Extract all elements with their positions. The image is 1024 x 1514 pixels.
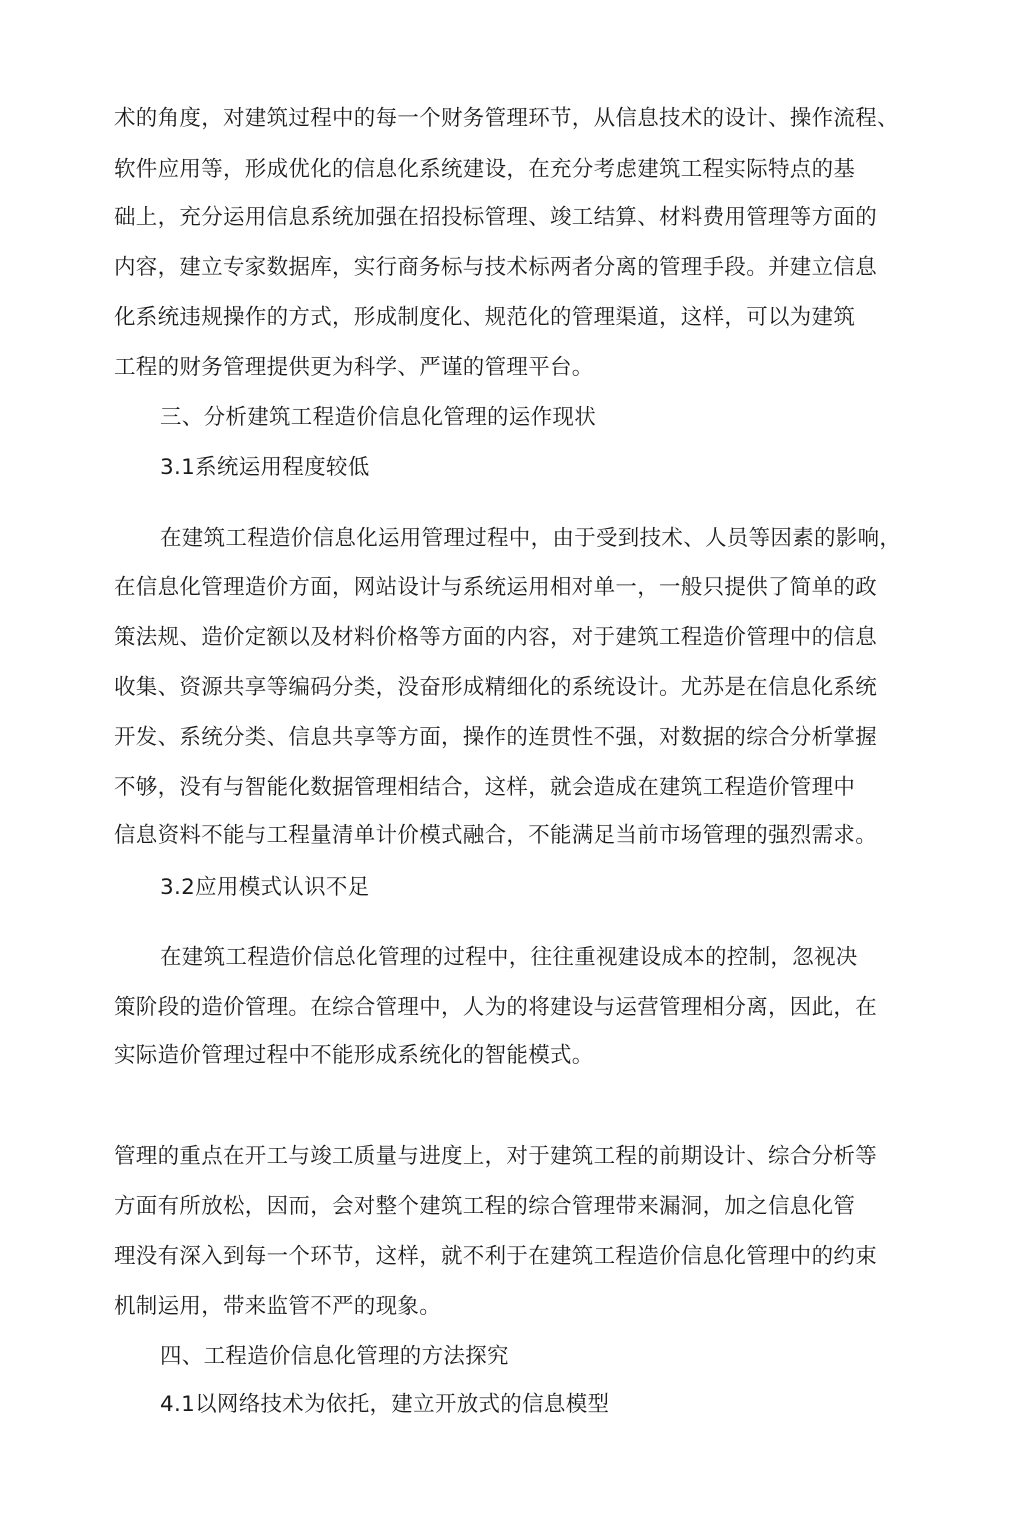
section-heading: 四、工程造价信息化管理的方法探究 xyxy=(160,1344,509,1369)
subsection-heading: 3.2应用模式认识不足 xyxy=(160,875,370,900)
paragraph-line: 开发、系统分类、信息共享等方面，操作的连贯性不强，对数据的综合分析掌握 xyxy=(114,725,878,750)
paragraph-line: 软件应用等，形成优化的信息化系统建设，在充分考虑建筑工程实际特点的基 xyxy=(114,157,856,182)
paragraph-line: 不够，没有与智能化数据管理相结合，这样，就会造成在建筑工程造价管理中 xyxy=(114,775,856,800)
paragraph-line: 方面有所放松，因而，会对整个建筑工程的综合管理带来漏洞，加之信息化管 xyxy=(114,1194,856,1219)
paragraph-line: 理没有深入到每一个环节，这样，就不利于在建筑工程造价信息化管理中的约束 xyxy=(114,1244,878,1269)
paragraph-line: 信息资料不能与工程量清单计价模式融合，不能满足当前市场管理的强烈需求。 xyxy=(114,823,878,848)
paragraph-line: 策阶段的造价管理。在综合管理中，人为的将建设与运营管理相分离，因此，在 xyxy=(114,995,878,1020)
paragraph-line: 在建筑工程造价信息化运用管理过程中，由于受到技术、人员等因素的影响， xyxy=(160,526,902,551)
paragraph-line: 实际造价管理过程中不能形成系统化的智能模式。 xyxy=(114,1043,594,1068)
subsection-heading: 4.1以网络技术为依托，建立开放式的信息模型 xyxy=(160,1392,610,1417)
paragraph-line: 础上，充分运用信息系统加强在招投标管理、竣工结算、材料费用管理等方面的 xyxy=(114,205,878,230)
subsection-heading: 3.1系统运用程度较低 xyxy=(160,455,370,480)
paragraph-line: 术的角度，对建筑过程中的每一个财务管理环节，从信息技术的设计、操作流程、 xyxy=(114,106,899,131)
paragraph-line: 在信息化管理造价方面，网站设计与系统运用相对单一，一般只提供了简单的政 xyxy=(114,575,878,600)
paragraph-line: 化系统违规操作的方式，形成制度化、规范化的管理渠道，这样，可以为建筑 xyxy=(114,305,856,330)
paragraph-line: 在建筑工程造价信总化管理的过程中，往往重视建设成本的控制，忽视决 xyxy=(160,945,858,970)
paragraph-line: 收集、资源共享等编码分类，没奋形成精细化的系统设计。尤苏是在信息化系统 xyxy=(114,675,878,700)
paragraph-line: 机制运用，带来监管不严的现象。 xyxy=(114,1294,442,1319)
section-heading: 三、分析建筑工程造价信息化管理的运作现状 xyxy=(160,405,597,430)
paragraph-line: 策法规、造价定额以及材料价格等方面的内容，对于建筑工程造价管理中的信息 xyxy=(114,625,878,650)
paragraph-line: 管理的重点在开工与竣工质量与进度上，对于建筑工程的前期设计、综合分析等 xyxy=(114,1144,878,1169)
paragraph-line: 内容，建立专家数据库，实行商务标与技术标两者分离的管理手段。并建立信息 xyxy=(114,255,878,280)
paragraph-line: 工程的财务管理提供更为科学、严谨的管理平台。 xyxy=(114,355,594,380)
